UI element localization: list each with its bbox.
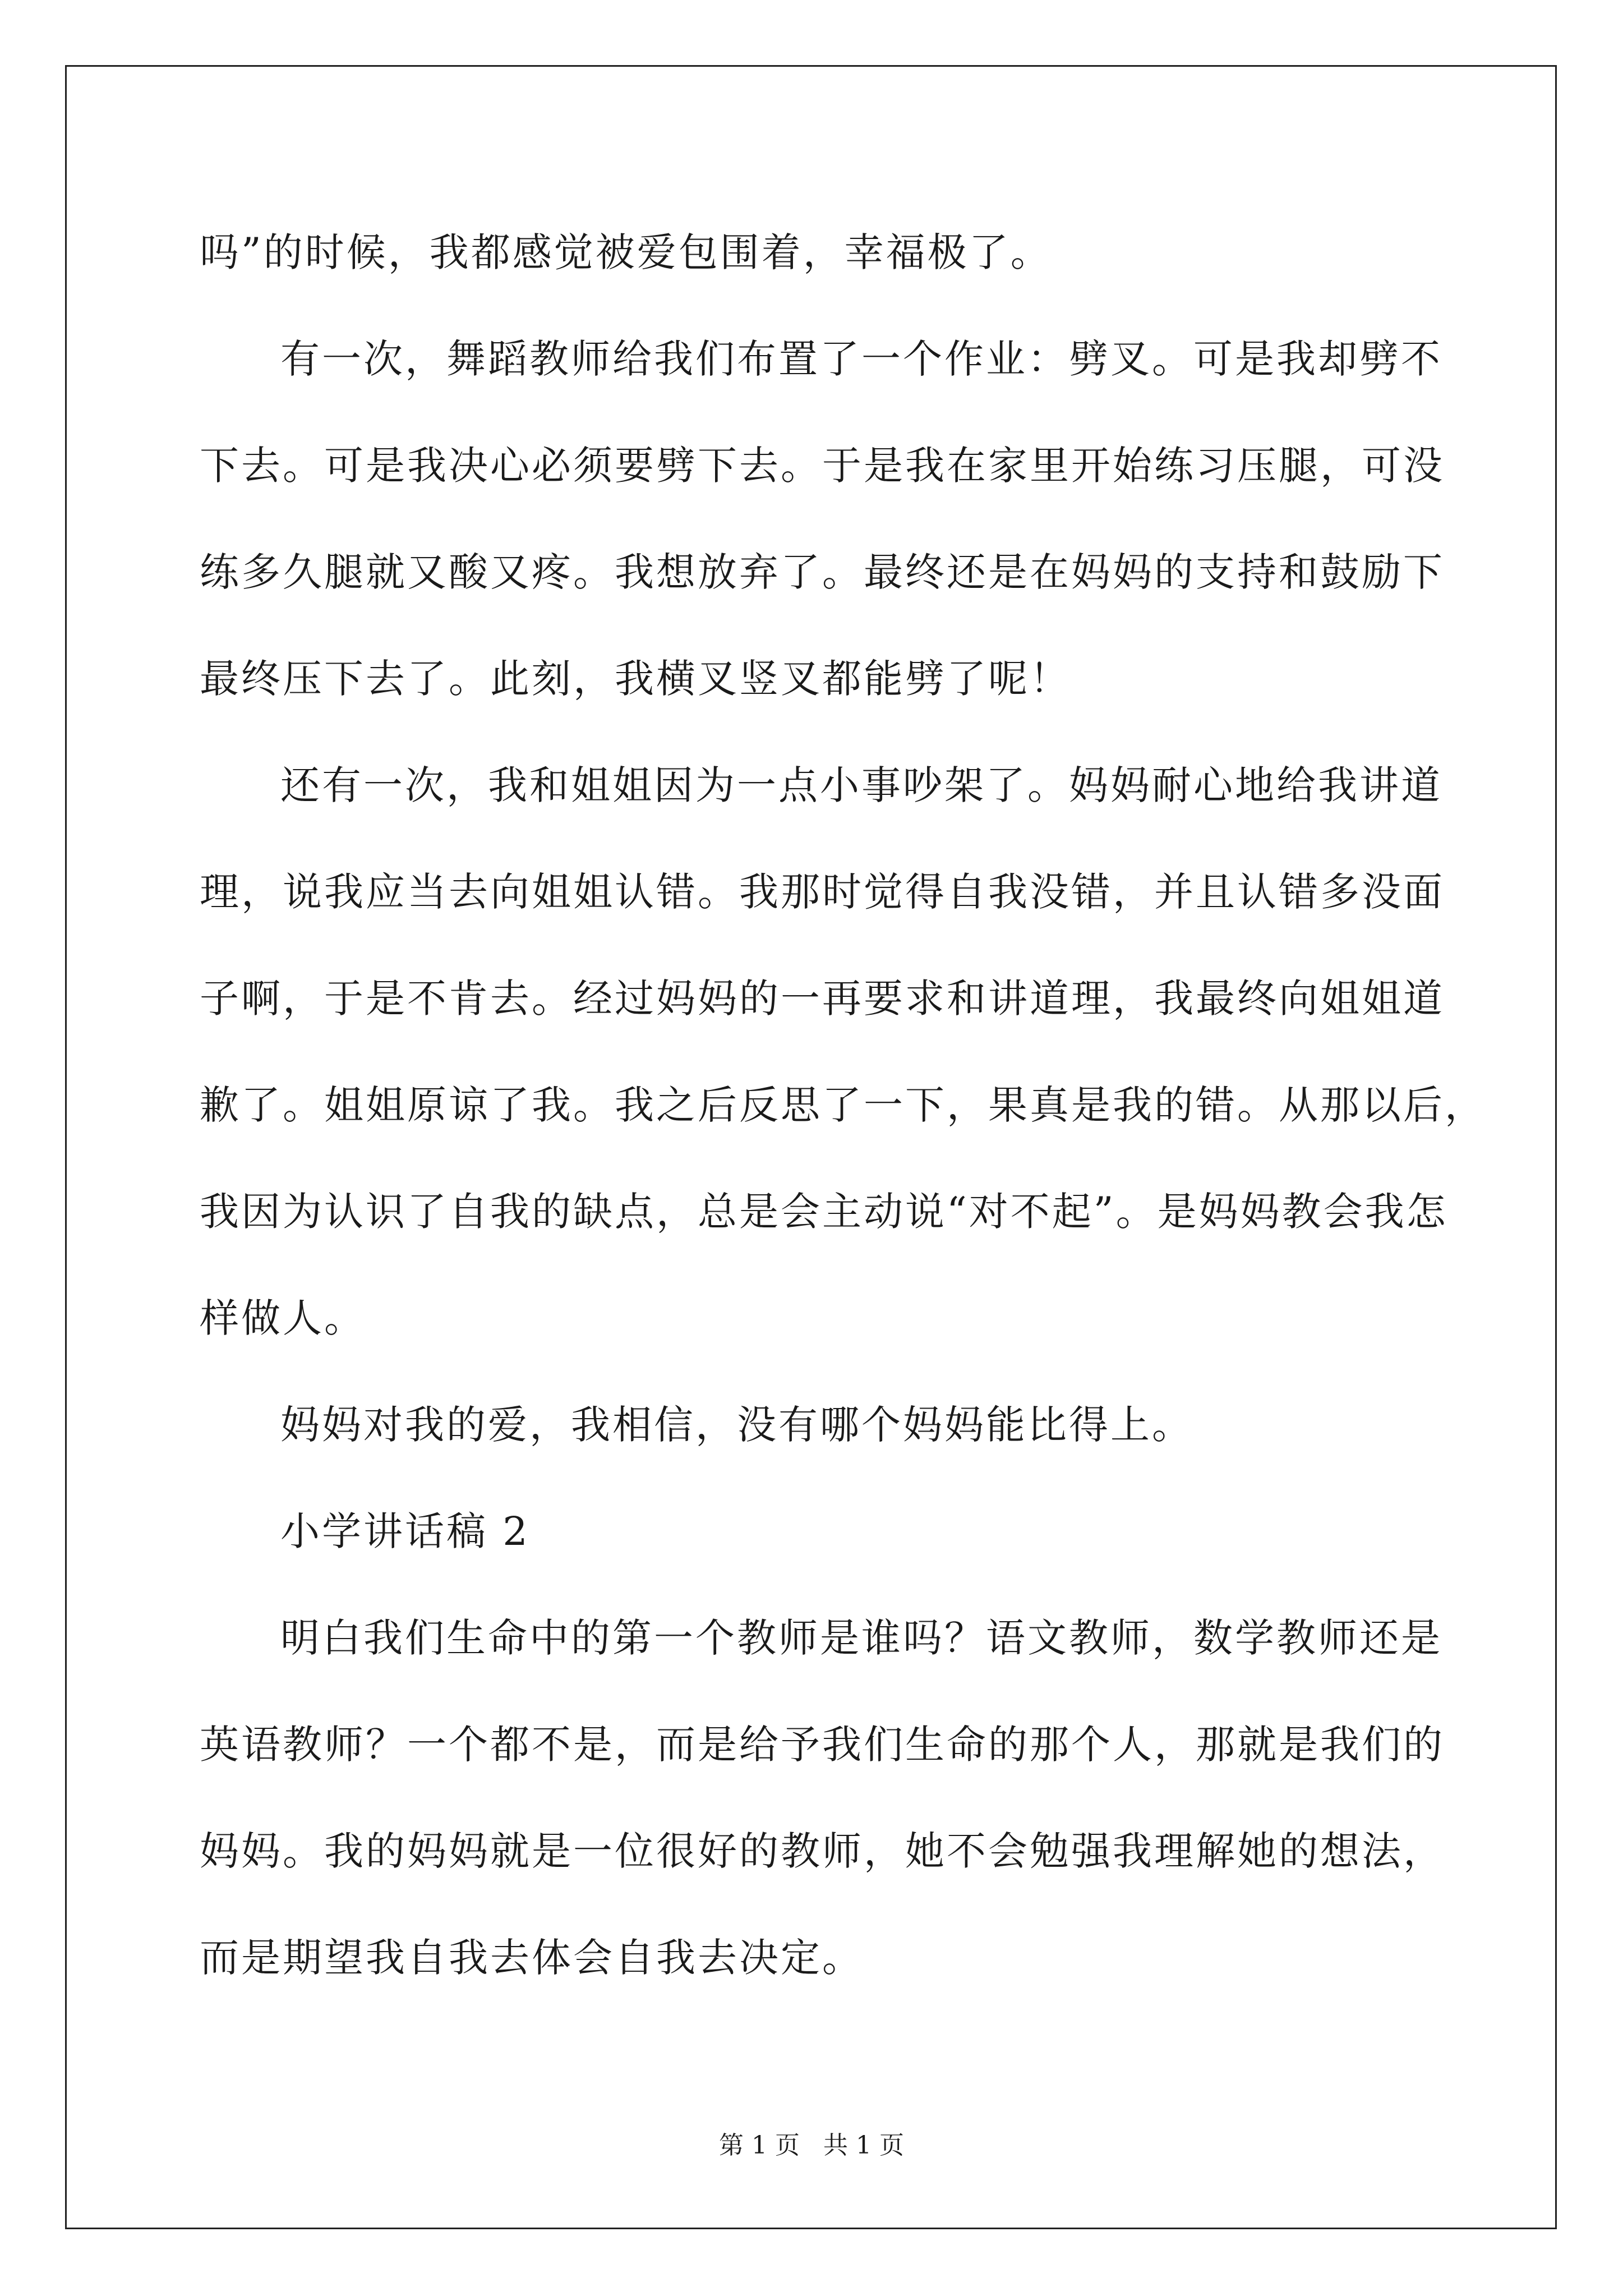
text-line: 最终压下去了。此刻，我横叉竖叉都能劈了呢！ bbox=[200, 656, 1071, 702]
text-line: 练多久腿就又酸又疼。我想放弃了。最终还是在妈妈的支持和鼓励下 bbox=[200, 549, 1445, 595]
text-line: 歉了。姐姐原谅了我。我之后反思了一下，果真是我的错。从那以后， bbox=[200, 1082, 1486, 1128]
text-line: 我因为认识了自我的缺点，总是会主动说“对不起”。是妈妈教会我怎 bbox=[200, 1189, 1448, 1235]
text-line: 吗”的时候，我都感觉被爱包围着，幸福极了。 bbox=[200, 229, 1052, 275]
text-line: 有一次，舞蹈教师给我们布置了一个作业：劈叉。可是我却劈不 bbox=[280, 336, 1442, 382]
page-total: 共 1 页 bbox=[823, 2131, 904, 2160]
section-heading: 小学讲话稿 2 bbox=[280, 1508, 530, 1554]
text-line: 妈妈。我的妈妈就是一位很好的教师，她不会勉强我理解她的想法， bbox=[200, 1828, 1445, 1874]
text-line: 英语教师？一个都不是，而是给予我们生命的那个人，那就是我们的 bbox=[200, 1722, 1445, 1768]
text-line: 子啊，于是不肯去。经过妈妈的一再要求和讲道理，我最终向姐姐道 bbox=[200, 976, 1445, 1022]
text-line: 而是期望我自我去体会自我去决定。 bbox=[200, 1935, 864, 1981]
text-line: 明白我们生命中的第一个教师是谁吗？语文教师，数学教师还是 bbox=[280, 1615, 1442, 1661]
text-line: 下去。可是我决心必须要劈下去。于是我在家里开始练习压腿，可没 bbox=[200, 443, 1445, 489]
text-line: 妈妈对我的爱，我相信，没有哪个妈妈能比得上。 bbox=[280, 1402, 1193, 1448]
page-number: 第 1 页 bbox=[719, 2131, 800, 2160]
page-frame bbox=[65, 65, 1557, 2229]
text-line: 理，说我应当去向姐姐认错。我那时觉得自我没错，并且认错多没面 bbox=[200, 869, 1445, 915]
page-footer bbox=[0, 2129, 1623, 2162]
text-line: 样做人。 bbox=[200, 1295, 366, 1341]
text-line: 还有一次，我和姐姐因为一点小事吵架了。妈妈耐心地给我讲道 bbox=[280, 762, 1442, 808]
